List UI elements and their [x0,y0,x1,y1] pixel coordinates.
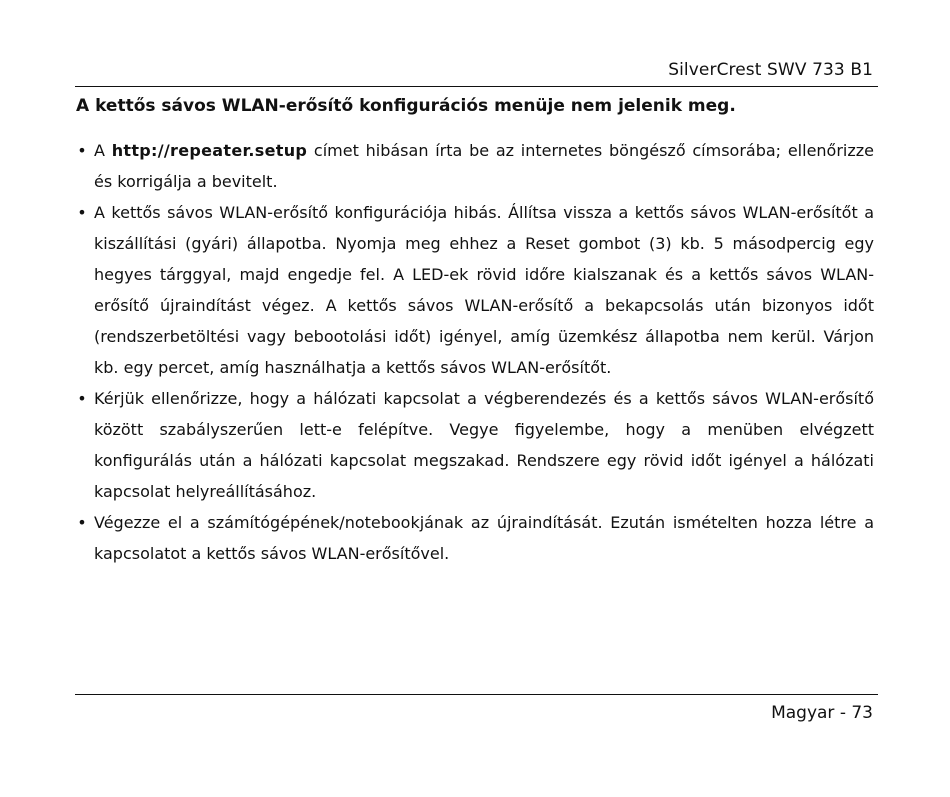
bullet-text: Végezze el a számítógépének/notebookjának az újraindítását. Ezután ismételten hozza létre a kapcsolatot a kettős sávos WLAN-erősítővel. [94,513,874,563]
document-header-title: SilverCrest SWV 733 B1 [668,60,873,80]
bullet-icon: • [77,513,87,532]
bullet-icon: • [77,203,87,222]
footer-divider [75,694,878,695]
header-divider [75,86,878,87]
bullet-text: A kettős sávos WLAN-erősítő konfigurációja hibás. Állítsa vissza a kettős sávos WLAN-erősítőt a kiszállítási (gyári) állapotba. Nyomja meg ehhez a Reset gombot (3) kb. 5 másodpercig egy hegyes tárggyal, majd engedje fel. A LED-ek rövid időre kialszanak és a kettős sávos WLAN-erősítő újraindítást végez. A kettős sávos WLAN-erősítő a bekapcsolás után bizonyos időt (rendszerbetöltési vagy bebootolási időt) igényel, amíg üzemkész állapotba nem kerül. Várjon kb. egy percet, amíg használhatja a kettős sávos WLAN-erősítőt. [94,203,874,377]
bullet-text-suffix: címet hibásan írta be az internetes böngésző címsorába; ellenőrizze és korrigálja a bevitelt. [94,141,875,191]
bullet-icon: • [77,389,87,408]
repeater-url: http://repeater.setup [111,141,308,160]
list-item [74,383,874,507]
bullet-text-prefix: A [94,141,112,160]
list-item [74,197,874,383]
bullet-text: Kérjük ellenőrizze, hogy a hálózati kapcsolat a végberendezés és a kettős sávos WLAN-erősítő között szabályszerűen lett-e felépítve. Vegye figyelembe, hogy a menüben elvégzett konfigurálás után a hálózati kapcsolat megszakad. Rendszere egy rövid időt igényel a hálózati kapcsolat helyreállításához. [94,389,874,501]
list-item [74,135,874,197]
section-heading: A kettős sávos WLAN-erősítő konfigurációs menüje nem jelenik meg. [76,96,736,116]
troubleshooting-list [74,135,874,569]
page-number: Magyar - 73 [771,703,873,723]
bullet-icon: • [77,141,87,160]
list-item [74,507,874,569]
